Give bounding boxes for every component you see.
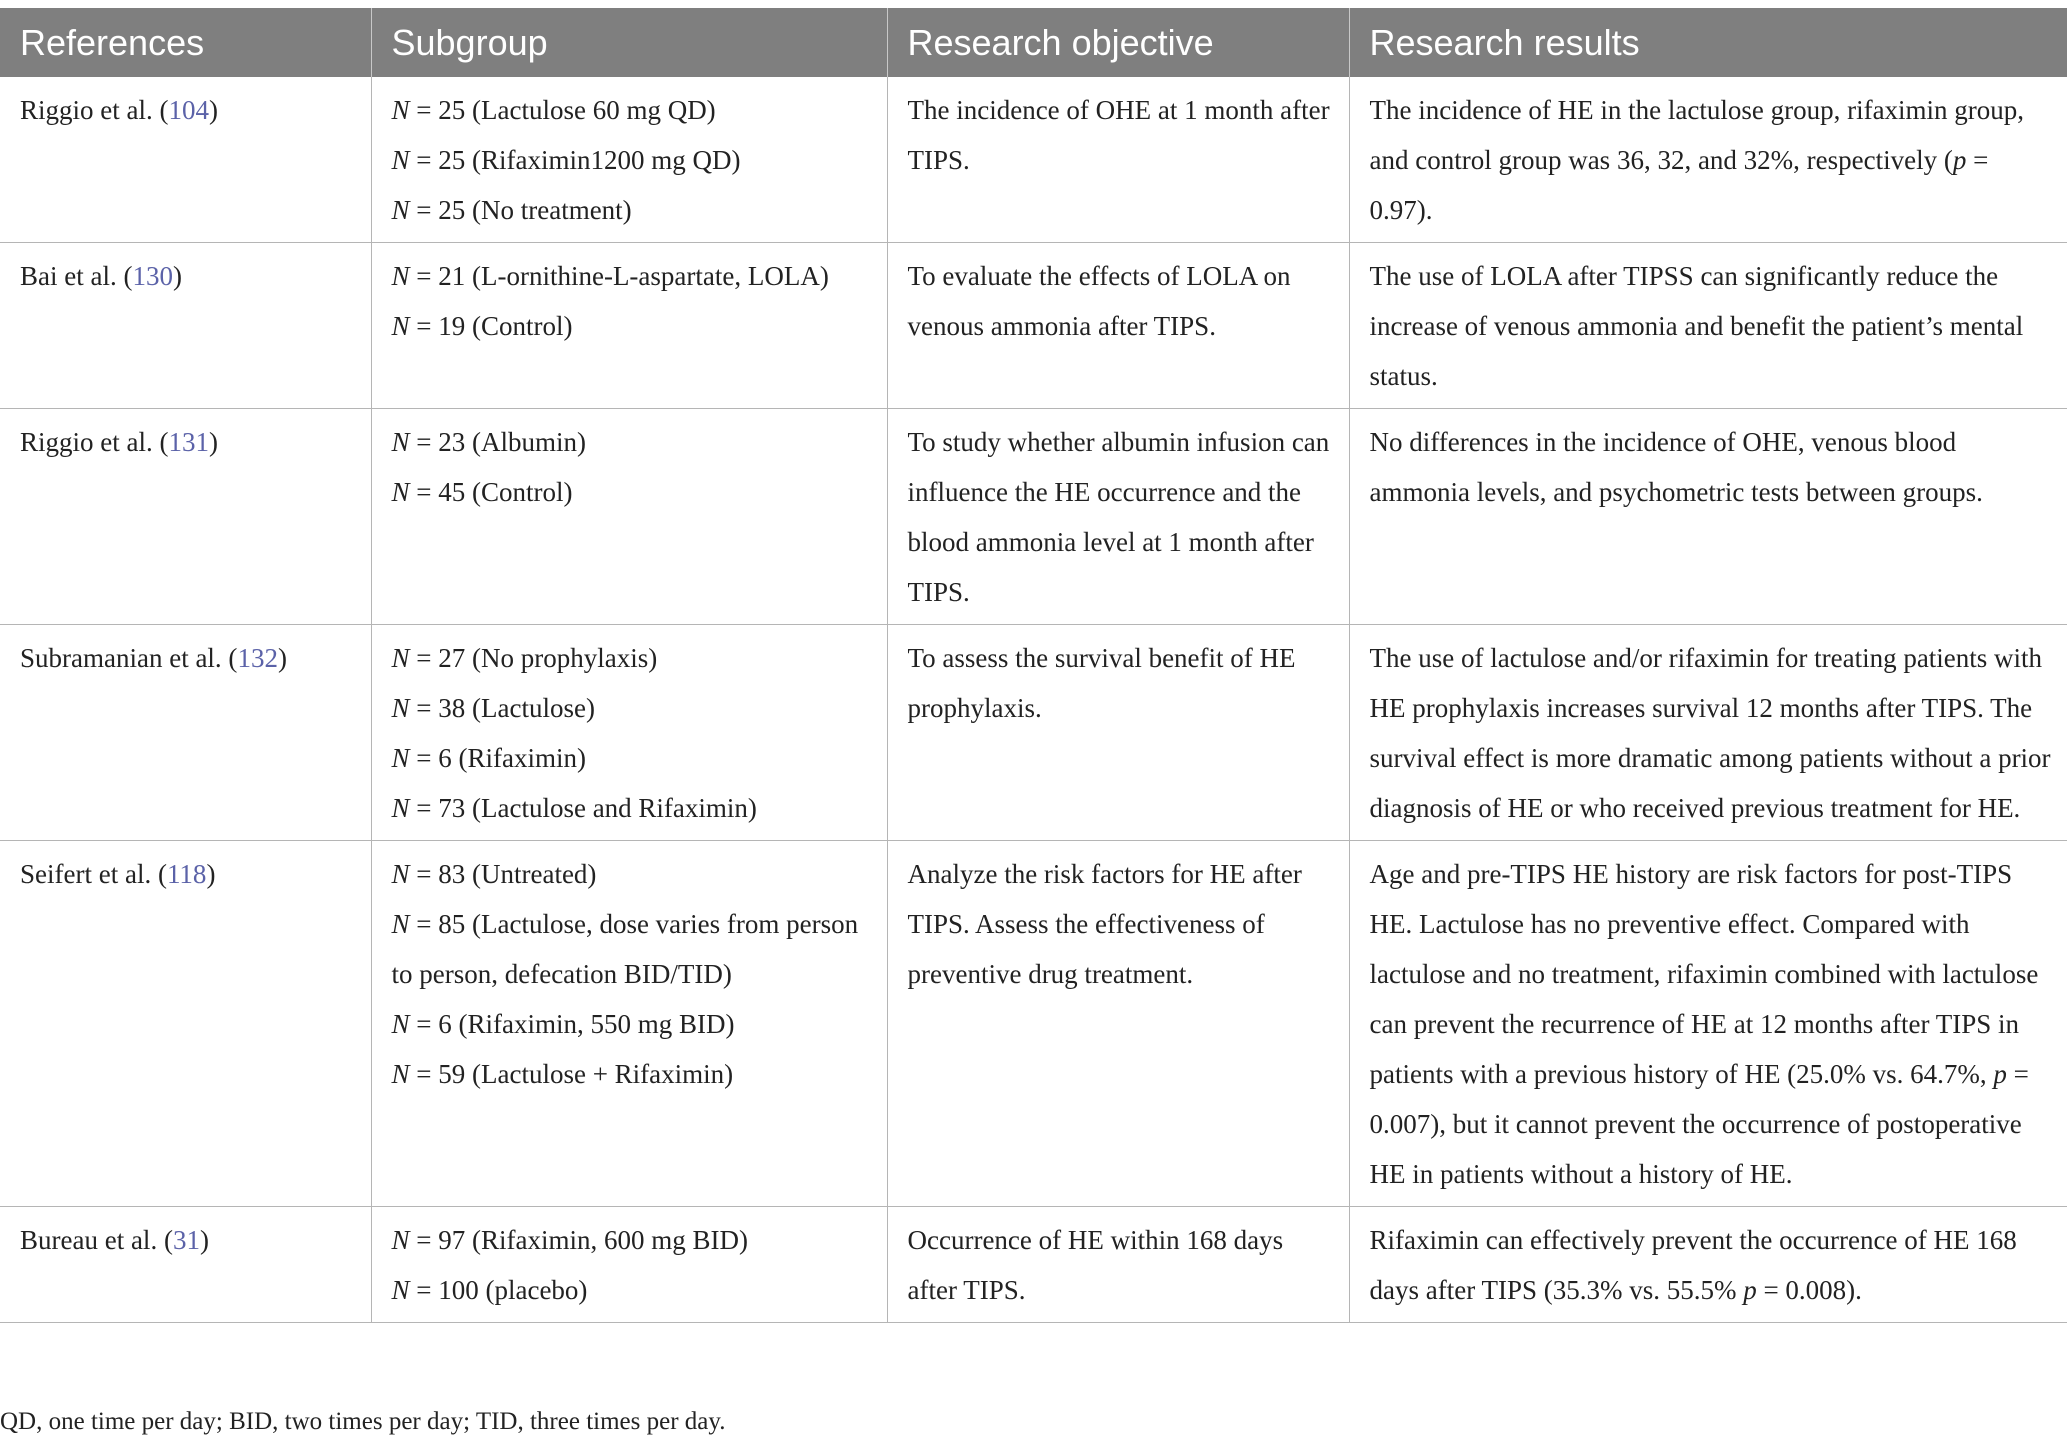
results-cell: The incidence of HE in the lactulose group, rifaximin group, and control group was 36, 32, and 32%, respectively (p = 0.97).	[1349, 77, 2067, 243]
objective-cell: Analyze the risk factors for HE after TIPS. Assess the effectiveness of preventive drug treatment.	[887, 841, 1349, 1207]
sample-size-symbol: N	[391, 909, 410, 939]
sample-size-symbol: N	[391, 145, 410, 175]
subgroup-text: = 6 (Rifaximin, 550 mg BID)	[409, 1009, 735, 1039]
sample-size-symbol: N	[391, 477, 410, 507]
subgroup-line	[392, 135, 871, 185]
reference-cell	[0, 841, 371, 1207]
reference-link[interactable]: 31	[172, 1225, 200, 1255]
objective-cell: To assess the survival benefit of HE prophylaxis.	[887, 625, 1349, 841]
subgroup-text: = 97 (Rifaximin, 600 mg BID)	[409, 1225, 748, 1255]
subgroup-cell	[371, 77, 887, 243]
subgroup-line	[392, 633, 871, 683]
subgroup-text: = 25 (Rifaximin1200 mg QD)	[409, 145, 741, 175]
subgroup-line	[392, 733, 871, 783]
subgroup-line	[392, 467, 871, 517]
subgroup-text: = 27 (No prophylaxis)	[409, 643, 658, 673]
table-row	[0, 1207, 2067, 1323]
subgroup-cell	[371, 625, 887, 841]
sample-size-symbol: N	[391, 693, 410, 723]
objective-cell: The incidence of OHE at 1 month after TIPS.	[887, 77, 1349, 243]
sample-size-symbol: N	[391, 311, 410, 341]
subgroup-cell	[371, 243, 887, 409]
table-footnote: QD, one time per day; BID, two times per day; TID, three times per day.	[0, 1408, 726, 1435]
reference-link[interactable]: 104	[168, 95, 209, 125]
results-cell: The use of lactulose and/or rifaximin for treating patients with HE prophylaxis increases survival 12 months after TIPS. The survival effect is more dramatic among patients without a prior diagnosis of HE or who received previous treatment for HE.	[1349, 625, 2067, 841]
reference-cell	[0, 243, 371, 409]
reference-author: Bureau et al. (	[20, 1225, 173, 1255]
objective-cell: To evaluate the effects of LOLA on venous ammonia after TIPS.	[887, 243, 1349, 409]
subgroup-text: = 21 (L-ornithine-L-aspartate, LOLA)	[409, 261, 829, 291]
sample-size-symbol: N	[391, 95, 410, 125]
reference-author: Bai et al. (	[20, 261, 133, 291]
objective-cell: Occurrence of HE within 168 days after TIPS.	[887, 1207, 1349, 1323]
sample-size-symbol: N	[391, 1059, 410, 1089]
subgroup-line	[392, 301, 871, 351]
reference-close: )	[206, 859, 216, 889]
reference-author: Seifert et al. (	[20, 859, 167, 889]
results-cell: The use of LOLA after TIPSS can significantly reduce the increase of venous ammonia and benefit the patient’s mental status.	[1349, 243, 2067, 409]
reference-link[interactable]: 131	[168, 427, 209, 457]
subgroup-line	[392, 251, 871, 301]
sample-size-symbol: N	[391, 195, 410, 225]
sample-size-symbol: N	[391, 427, 410, 457]
reference-close: )	[172, 261, 182, 291]
subgroup-text: = 25 (Lactulose 60 mg QD)	[409, 95, 716, 125]
subgroup-text: = 85 (Lactulose, dose varies from person to person, defecation BID/TID)	[391, 909, 859, 989]
table-body	[0, 77, 2067, 1323]
header-subgroup: Subgroup	[371, 8, 887, 77]
subgroup-text: = 38 (Lactulose)	[409, 693, 595, 723]
subgroup-line	[392, 899, 871, 999]
reference-link[interactable]: 130	[132, 261, 173, 291]
subgroup-line	[392, 849, 871, 899]
subgroup-line	[392, 1049, 871, 1099]
subgroup-line	[392, 185, 871, 235]
reference-close: )	[208, 95, 218, 125]
sample-size-symbol: N	[391, 859, 410, 889]
subgroup-line	[392, 783, 871, 833]
header-research-objective: Research objective	[887, 8, 1349, 77]
subgroup-text: = 23 (Albumin)	[409, 427, 586, 457]
sample-size-symbol: N	[391, 743, 410, 773]
table-row	[0, 841, 2067, 1207]
sample-size-symbol: N	[391, 1275, 410, 1305]
sample-size-symbol: N	[391, 793, 410, 823]
header-research-results: Research results	[1349, 8, 2067, 77]
results-cell: Rifaximin can effectively prevent the occurrence of HE 168 days after TIPS (35.3% vs. 55.5% p = 0.008).	[1349, 1207, 2067, 1323]
header-row	[0, 8, 2067, 77]
reference-cell	[0, 625, 371, 841]
subgroup-line	[392, 999, 871, 1049]
subgroup-line	[392, 683, 871, 733]
subgroup-cell	[371, 1207, 887, 1323]
reference-link[interactable]: 132	[237, 643, 278, 673]
results-cell: Age and pre-TIPS HE history are risk factors for post-TIPS HE. Lactulose has no preventive effect. Compared with lactulose and no treatment, rifaximin combined with lactulose can prevent the recurrence of HE at 12 months after TIPS in patients with a previous history of HE (25.0% vs. 64.7%, p = 0.007), but it cannot prevent the occurrence of postoperative HE in patients without a history of HE.	[1349, 841, 2067, 1207]
reference-author: Subramanian et al. (	[20, 643, 238, 673]
reference-cell	[0, 77, 371, 243]
table-row	[0, 625, 2067, 841]
reference-author: Riggio et al. (	[20, 427, 169, 457]
references-table	[0, 8, 2067, 1323]
objective-cell: To study whether albumin infusion can influence the HE occurrence and the blood ammonia level at 1 month after TIPS.	[887, 409, 1349, 625]
reference-close: )	[199, 1225, 209, 1255]
table-row	[0, 77, 2067, 243]
reference-cell	[0, 409, 371, 625]
sample-size-symbol: N	[391, 1225, 410, 1255]
subgroup-text: = 45 (Control)	[409, 477, 573, 507]
table-row	[0, 409, 2067, 625]
subgroup-text: = 100 (placebo)	[409, 1275, 588, 1305]
subgroup-text: = 19 (Control)	[409, 311, 573, 341]
subgroup-text: = 83 (Untreated)	[409, 859, 597, 889]
subgroup-line	[392, 1215, 871, 1265]
reference-link[interactable]: 118	[166, 859, 207, 889]
subgroup-text: = 59 (Lactulose + Rifaximin)	[409, 1059, 734, 1089]
subgroup-text: = 6 (Rifaximin)	[409, 743, 586, 773]
sample-size-symbol: N	[391, 1009, 410, 1039]
sample-size-symbol: N	[391, 261, 410, 291]
subgroup-cell	[371, 841, 887, 1207]
sample-size-symbol: N	[391, 643, 410, 673]
reference-cell	[0, 1207, 371, 1323]
results-cell: No differences in the incidence of OHE, venous blood ammonia levels, and psychometric tests between groups.	[1349, 409, 2067, 625]
reference-close: )	[208, 427, 218, 457]
table-row	[0, 243, 2067, 409]
reference-close: )	[277, 643, 287, 673]
reference-author: Riggio et al. (	[20, 95, 169, 125]
subgroup-cell	[371, 409, 887, 625]
subgroup-line	[392, 417, 871, 467]
subgroup-text: = 73 (Lactulose and Rifaximin)	[409, 793, 757, 823]
header-references: References	[0, 8, 371, 77]
subgroup-line	[392, 85, 871, 135]
subgroup-text: = 25 (No treatment)	[409, 195, 632, 225]
subgroup-line	[392, 1265, 871, 1315]
